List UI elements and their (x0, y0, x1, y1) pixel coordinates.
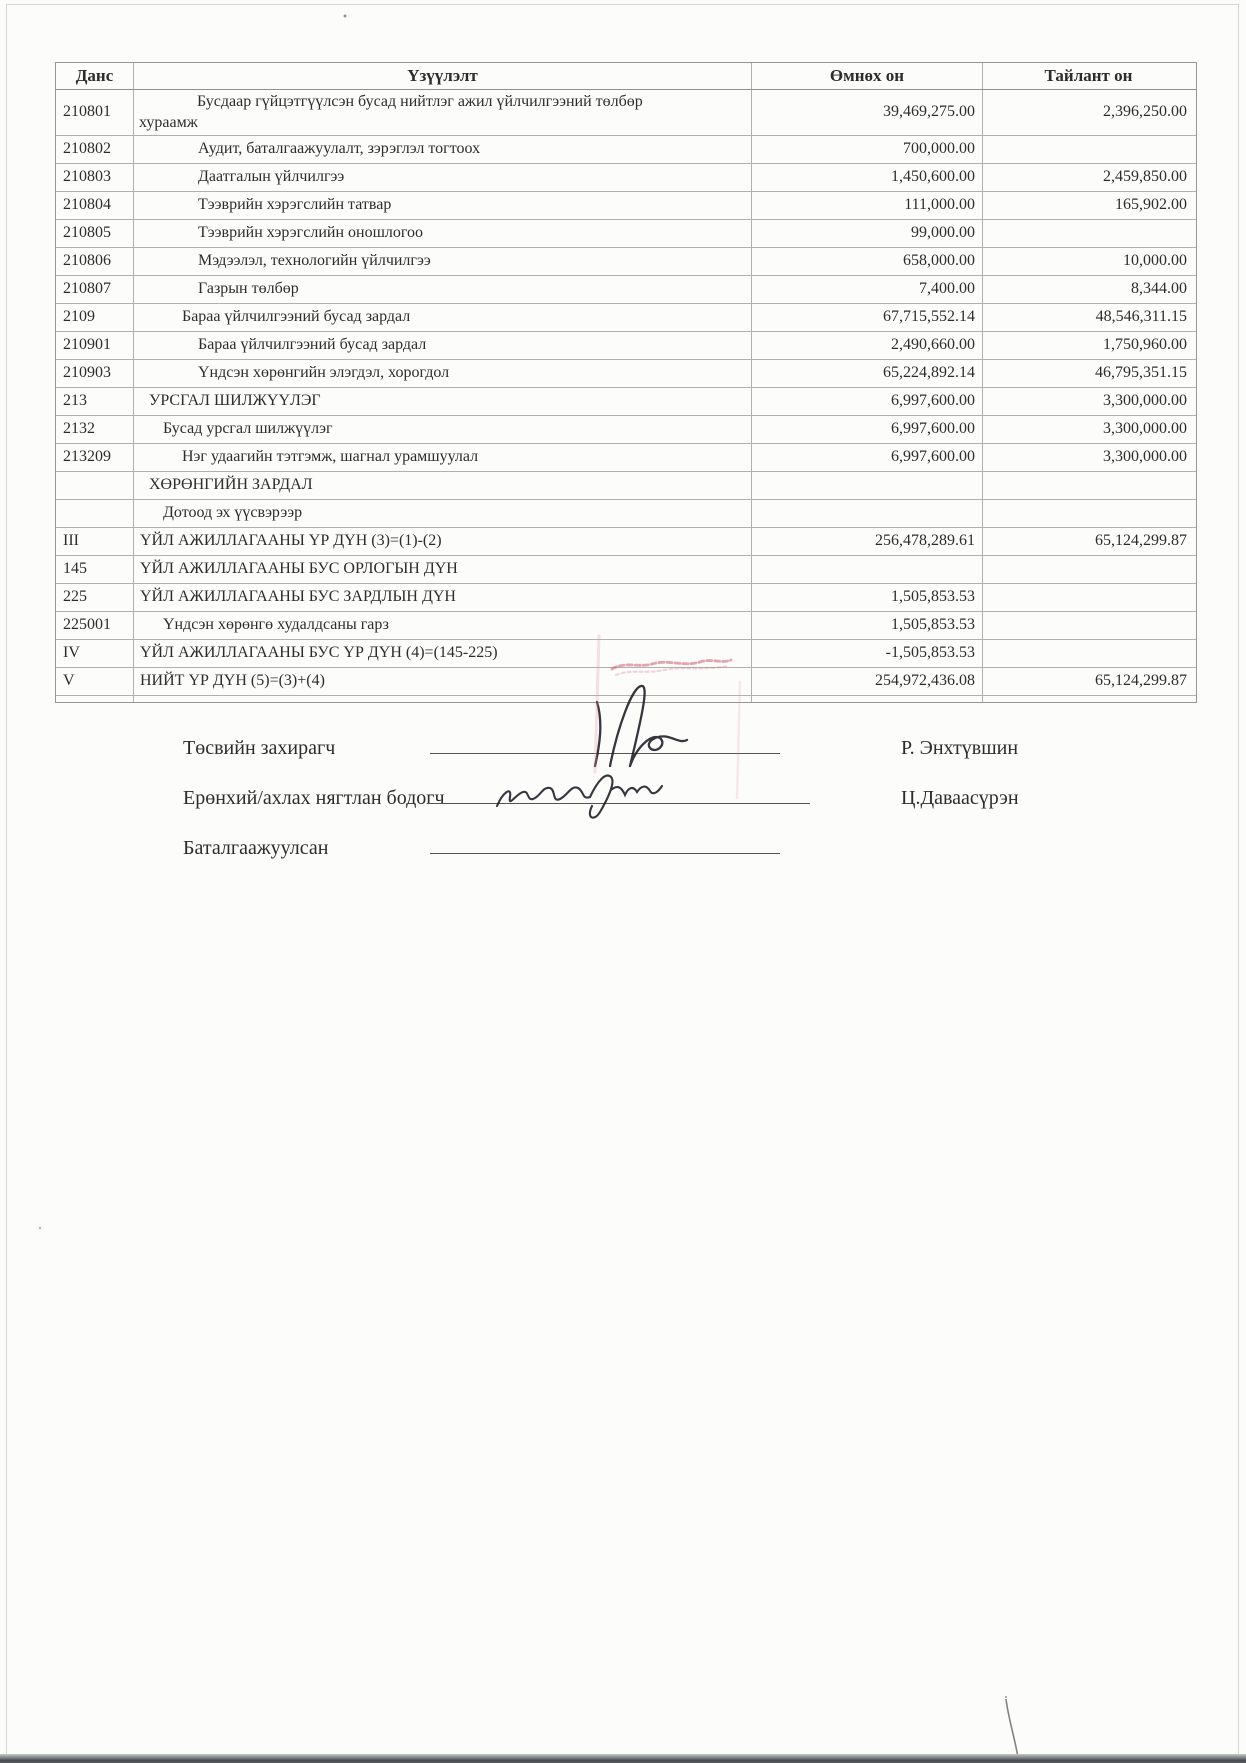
account-code-cell: 213209 (56, 444, 134, 471)
table-body (56, 90, 1196, 702)
indicator-cell: Бусдаар гүйцэтгүүлсэн бусад нийтлэг ажил үйлчилгээний төлбөр хураамж (134, 90, 752, 135)
report-year-value-cell: 65,124,299.87 (1095, 532, 1187, 549)
account-code-cell: IV (56, 640, 134, 667)
prev-year-value-cell: 6,997,600.00 (752, 444, 983, 471)
account-code-cell: 145 (56, 556, 134, 583)
report-year-value-cell: 3,300,000.00 (1103, 392, 1187, 409)
column-header-prev-year: Өмнөх он (752, 63, 983, 89)
indicator-cell: Аудит, баталгаажуулалт, зэрэглэл тогтоох (134, 136, 752, 163)
prev-year-value-cell (752, 696, 983, 702)
table-row (56, 416, 1196, 444)
account-code-cell: 210901 (56, 332, 134, 359)
account-code-cell: III (56, 528, 134, 555)
table-row (56, 220, 1196, 248)
report-year-value-cell (983, 500, 1194, 527)
account-code-cell: 210802 (56, 136, 134, 163)
table-row (56, 500, 1196, 528)
scan-speck (1005, 1696, 1007, 1698)
table-row (56, 248, 1196, 276)
indicator-cell: Тээврийн хэрэгслийн оношлогоо (134, 220, 752, 247)
prev-year-value-cell: 7,400.00 (752, 276, 983, 303)
indicator-cell: Дотоод эх үүсвэрээр (134, 500, 752, 527)
table-row (56, 332, 1196, 360)
indicator-cell: Бараа үйлчилгээний бусад зардал (134, 332, 752, 359)
account-code-cell: 210806 (56, 248, 134, 275)
prev-year-value-cell: -1,505,853.53 (752, 640, 983, 667)
prev-year-value-cell: 1,505,853.53 (752, 584, 983, 611)
scan-bottom-edge (0, 1754, 1246, 1763)
signature-row-certified (183, 827, 1103, 877)
indicator-cell: Тээврийн хэрэгслийн татвар (134, 192, 752, 219)
prev-year-value-cell: 99,000.00 (752, 220, 983, 247)
account-code-cell: 213 (56, 388, 134, 415)
prev-year-value-cell: 254,972,436.08 (752, 668, 983, 695)
table-row (56, 164, 1196, 192)
account-code-cell (56, 472, 134, 499)
table-row (56, 360, 1196, 388)
indicator-cell: Нэг удаагийн тэтгэмж, шагнал урамшуулал (134, 444, 752, 471)
table-row (56, 640, 1196, 668)
indicator-cell (134, 696, 752, 702)
account-code-cell: 210803 (56, 164, 134, 191)
report-year-value-cell: 48,546,311.15 (1095, 308, 1187, 325)
table-row (56, 192, 1196, 220)
report-year-value-cell: 10,000.00 (1123, 252, 1187, 269)
report-year-value-cell: 65,124,299.87 (1095, 672, 1187, 689)
prev-year-value-cell: 39,469,275.00 (752, 90, 983, 135)
table-row (56, 696, 1196, 702)
account-code-cell: 210804 (56, 192, 134, 219)
column-header-report-year: Тайлант он (1044, 66, 1133, 85)
report-year-value-cell (983, 136, 1194, 163)
signature-row-budget-governor (183, 727, 1103, 777)
account-code-cell: 2109 (56, 304, 134, 331)
report-year-value-cell: 2,396,250.00 (1103, 103, 1187, 120)
report-year-value-cell: 165,902.00 (1115, 196, 1187, 213)
table-row (56, 90, 1196, 136)
prev-year-value-cell: 65,224,892.14 (752, 360, 983, 387)
indicator-cell: ҮЙЛ АЖИЛЛАГААНЫ БУС ЗАРДЛЫН ДҮН (134, 584, 752, 611)
indicator-cell: Үндсэн хөрөнгө худалдсаны гарз (134, 612, 752, 639)
financial-table (55, 62, 1197, 703)
prev-year-value-cell: 6,997,600.00 (752, 388, 983, 415)
column-header-indicator: Үзүүлэлт (134, 63, 752, 89)
table-row (56, 584, 1196, 612)
account-code-cell: 210801 (56, 90, 134, 135)
account-code-cell (56, 696, 134, 702)
indicator-cell: НИЙТ ҮР ДҮН (5)=(3)+(4) (134, 668, 752, 695)
table-row (56, 304, 1196, 332)
indicator-cell: Үндсэн хөрөнгийн элэгдэл, хорогдол (134, 360, 752, 387)
account-code-cell: V (56, 668, 134, 695)
report-year-value-cell (983, 584, 1194, 611)
prev-year-value-cell: 6,997,600.00 (752, 416, 983, 443)
indicator-cell: УРСГАЛ ШИЛЖҮҮЛЭГ (134, 388, 752, 415)
scan-scratch-line (1006, 1699, 1019, 1762)
report-year-value-cell (983, 472, 1194, 499)
table-row (56, 668, 1196, 696)
report-year-value-cell: 2,459,850.00 (1103, 168, 1187, 185)
prev-year-value-cell: 1,450,600.00 (752, 164, 983, 191)
report-year-value-cell (983, 612, 1194, 639)
account-code-cell: 210805 (56, 220, 134, 247)
indicator-cell: ҮЙЛ АЖИЛЛАГААНЫ ҮР ДҮН (3)=(1)-(2) (134, 528, 752, 555)
signature-line (430, 827, 780, 854)
prev-year-value-cell (752, 500, 983, 527)
table-row (56, 556, 1196, 584)
signature-line (427, 777, 810, 804)
account-code-cell: 2132 (56, 416, 134, 443)
table-row (56, 444, 1196, 472)
signature-label: Ерөнхий/ахлах нягтлан бодогч (183, 787, 445, 809)
signature-section (183, 727, 1103, 877)
report-year-value-cell: 3,300,000.00 (1103, 420, 1187, 437)
signature-name: Ц.Даваасүрэн (901, 787, 1019, 809)
account-code-cell (56, 500, 134, 527)
indicator-cell: Газрын төлбөр (134, 276, 752, 303)
indicator-cell: Даатгалын үйлчилгээ (134, 164, 752, 191)
indicator-cell: Бусад урсгал шилжүүлэг (134, 416, 752, 443)
report-year-value-cell: 3,300,000.00 (1103, 448, 1187, 465)
prev-year-value-cell: 2,490,660.00 (752, 332, 983, 359)
table-row (56, 136, 1196, 164)
signature-row-chief-accountant (183, 777, 1103, 827)
account-code-cell: 225 (56, 584, 134, 611)
table-row (56, 388, 1196, 416)
report-year-value-cell: 1,750,960.00 (1103, 336, 1187, 353)
table-header-row (56, 63, 1196, 90)
table-row (56, 528, 1196, 556)
account-code-cell: 210903 (56, 360, 134, 387)
scan-speck (344, 15, 347, 18)
prev-year-value-cell: 1,505,853.53 (752, 612, 983, 639)
table-row (56, 276, 1196, 304)
column-header-account: Данс (56, 63, 134, 89)
prev-year-value-cell (752, 556, 983, 583)
signature-label: Төсвийн захирагч (183, 737, 336, 759)
signature-line (430, 727, 780, 754)
indicator-cell: Мэдээлэл, технологийн үйлчилгээ (134, 248, 752, 275)
prev-year-value-cell: 658,000.00 (752, 248, 983, 275)
prev-year-value-cell: 256,478,289.61 (752, 528, 983, 555)
prev-year-value-cell: 111,000.00 (752, 192, 983, 219)
indicator-cell: ҮЙЛ АЖИЛЛАГААНЫ БУС ҮР ДҮН (4)=(145-225) (134, 640, 752, 667)
report-year-value-cell (983, 640, 1194, 667)
scan-speck (39, 1227, 41, 1229)
prev-year-value-cell (752, 472, 983, 499)
report-year-value-cell (983, 696, 1194, 702)
indicator-cell: Бараа үйлчилгээний бусад зардал (134, 304, 752, 331)
report-year-value-cell (983, 556, 1194, 583)
prev-year-value-cell: 700,000.00 (752, 136, 983, 163)
report-year-value-cell (983, 220, 1194, 247)
indicator-cell: ҮЙЛ АЖИЛЛАГААНЫ БУС ОРЛОГЫН ДҮН (134, 556, 752, 583)
indicator-cell: ХӨРӨНГИЙН ЗАРДАЛ (134, 472, 752, 499)
account-code-cell: 225001 (56, 612, 134, 639)
signature-label: Баталгаажуулсан (183, 837, 329, 859)
table-row (56, 612, 1196, 640)
report-year-value-cell: 8,344.00 (1131, 280, 1187, 297)
report-year-value-cell: 46,795,351.15 (1095, 364, 1187, 381)
table-row (56, 472, 1196, 500)
prev-year-value-cell: 67,715,552.14 (752, 304, 983, 331)
account-code-cell: 210807 (56, 276, 134, 303)
signature-name: Р. Энхтүвшин (901, 737, 1019, 759)
